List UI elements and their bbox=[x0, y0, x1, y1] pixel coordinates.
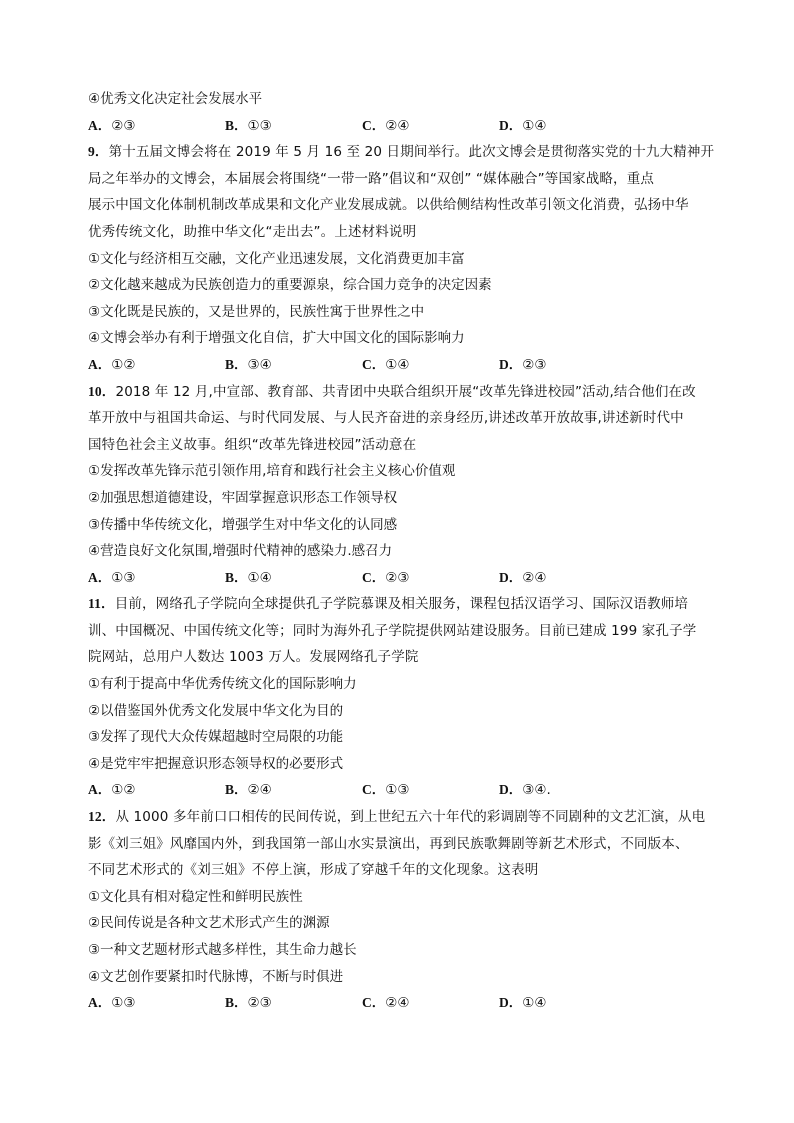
statement: ④营造良好文化氛围,增强时代精神的感染力.感召力 bbox=[88, 543, 393, 560]
option-text: ①④ bbox=[247, 569, 272, 586]
stem-text: 目前，网络孔子学院向全球提供孔子学院慕课及相关服务，课程包括汉语学习、国际汉语教师培 bbox=[114, 596, 689, 613]
statement: ③一种文艺题材形式越多样性，其生命力越长 bbox=[88, 942, 357, 958]
stem-line bbox=[88, 379, 714, 406]
stem-line: 优秀传统文化，助推中华文化“走出去”。上述材料说明 bbox=[88, 223, 417, 240]
option-letter: A． bbox=[88, 995, 112, 1011]
stem-line: 局之年举办的文博会，本届展会将围绕“一带一路”倡议和“双创” “媒体融合”等国家战略，重点 bbox=[88, 170, 655, 187]
answer-options bbox=[88, 352, 714, 379]
option-text: ①③ bbox=[247, 117, 272, 134]
question-number: 11． bbox=[88, 596, 115, 612]
option-d[interactable] bbox=[499, 565, 636, 592]
statement: ④是党牢牢把握意识形态领导权的必要形式 bbox=[88, 755, 344, 772]
question-number: 9． bbox=[88, 144, 109, 160]
option-b[interactable] bbox=[225, 777, 362, 804]
option-text: ①② bbox=[111, 356, 136, 373]
stem-text: 从 1000 多年前口口相传的民间传说，到上世纪五六十年代的彩调剧等不同剧种的文艺汇演，从电 bbox=[115, 809, 706, 826]
option-a[interactable] bbox=[88, 565, 225, 592]
option-d[interactable] bbox=[499, 113, 636, 140]
option-letter: D． bbox=[499, 356, 523, 372]
stem-line: 革开放中与祖国共命运、与时代同发展、与人民齐奋进的亲身经历,讲述改革开放故事,讲述新时代中 bbox=[88, 410, 684, 427]
exam-page bbox=[88, 86, 714, 1017]
option-text: ②④ bbox=[522, 569, 547, 586]
question-9 bbox=[88, 139, 714, 378]
option-letter: B． bbox=[225, 117, 248, 133]
question-number: 12． bbox=[88, 809, 116, 825]
option-text: ②③ bbox=[385, 569, 410, 586]
option-text: ①④ bbox=[522, 117, 547, 134]
option-a[interactable] bbox=[88, 990, 225, 1017]
stem-line: 院网站，总用户人数达 1003 万人。发展网络孔子学院 bbox=[88, 649, 419, 666]
option-a[interactable] bbox=[88, 113, 225, 140]
option-letter: B． bbox=[225, 782, 248, 798]
statement: ④文博会举办有利于增强文化自信，扩大中国文化的国际影响力 bbox=[88, 330, 465, 347]
statement: ④优秀文化决定社会发展水平 bbox=[88, 91, 263, 107]
option-letter: B． bbox=[225, 995, 248, 1011]
option-letter: C． bbox=[362, 569, 386, 585]
option-c[interactable] bbox=[362, 777, 499, 804]
statement: ③文化既是民族的，又是世界的，民族性寓于世界性之中 bbox=[88, 303, 425, 320]
option-text: ①③ bbox=[111, 995, 136, 1012]
option-letter: A． bbox=[88, 356, 112, 372]
option-text: ②③ bbox=[247, 995, 272, 1012]
answer-options bbox=[88, 777, 714, 804]
option-d[interactable] bbox=[499, 990, 636, 1017]
statement: ②文化越来越成为民族创造力的重要源泉，综合国力竞争的决定因素 bbox=[88, 277, 492, 294]
stem-line: 影《刘三姐》风靡国内外，到我国第一部山水实景演出，再到民族歌舞剧等新艺术形式，不同版本、 bbox=[88, 835, 689, 852]
question-10 bbox=[88, 379, 714, 592]
option-letter: A． bbox=[88, 782, 112, 798]
option-letter: D． bbox=[499, 995, 523, 1011]
stem-text: 2018 年 12 月,中宣部、教育部、共青团中央联合组织开展“改革先锋进校园”活动,结合他们在改 bbox=[115, 383, 696, 400]
option-b[interactable] bbox=[225, 113, 362, 140]
question-11 bbox=[88, 591, 714, 804]
option-b[interactable] bbox=[225, 990, 362, 1017]
option-c[interactable] bbox=[362, 113, 499, 140]
option-text: ②④ bbox=[385, 995, 410, 1012]
stem-line: 国特色社会主义故事。组织“改革先锋进校园”活动意在 bbox=[88, 436, 417, 453]
option-letter: C． bbox=[362, 782, 386, 798]
statement: ②以借鉴国外优秀文化发展中华文化为目的 bbox=[88, 702, 344, 719]
option-letter: A． bbox=[88, 569, 112, 585]
answer-options bbox=[88, 990, 714, 1017]
option-letter: D． bbox=[499, 117, 523, 133]
option-text: ②④ bbox=[247, 782, 272, 799]
option-c[interactable] bbox=[362, 990, 499, 1017]
stem-line: 训、中国概况、中国传统文化等；同时为海外孔子学院提供网站建设服务。目前已建成 199 家孔子学 bbox=[88, 622, 697, 639]
statement: ④文艺创作要紧扣时代脉博，不断与时俱进 bbox=[88, 968, 344, 985]
option-letter: B． bbox=[225, 356, 248, 372]
option-b[interactable] bbox=[225, 565, 362, 592]
stem-line: 不同艺术形式的《刘三姐》不停上演，形成了穿越千年的文化现象。这表明 bbox=[88, 862, 539, 879]
stem-line bbox=[88, 591, 714, 618]
question-stem bbox=[88, 804, 714, 884]
option-letter: D． bbox=[499, 569, 523, 585]
option-d[interactable] bbox=[499, 352, 636, 379]
question-stem bbox=[88, 139, 714, 245]
answer-options bbox=[88, 565, 714, 592]
option-text: ②③ bbox=[111, 117, 136, 134]
option-text: ②④ bbox=[385, 117, 410, 134]
stem-line: 展示中国文化体制机制改革成果和文化产业发展成就。以供给侧结构性改革引领文化消费，弘扬中华 bbox=[88, 197, 689, 214]
option-b[interactable] bbox=[225, 352, 362, 379]
statement: ①发挥改革先锋示范引领作用,培育和践行社会主义核心价值观 bbox=[88, 463, 456, 480]
statement: ②民间传说是各种文艺术形式产生的渊源 bbox=[88, 915, 330, 932]
statement: ②加强思想道德建设，牢固掌握意识形态工作领导权 bbox=[88, 489, 398, 506]
option-letter: C． bbox=[362, 117, 386, 133]
statement: ①文化具有相对稳定性和鲜明民族性 bbox=[88, 888, 303, 905]
stem-line bbox=[88, 804, 714, 831]
option-c[interactable] bbox=[362, 352, 499, 379]
option-text: ①④ bbox=[522, 995, 547, 1012]
statement: ①文化与经济相互交融，文化产业迅速发展，文化消费更加丰富 bbox=[88, 250, 465, 267]
question-number: 10． bbox=[88, 383, 116, 399]
option-c[interactable] bbox=[362, 565, 499, 592]
option-text: ②③ bbox=[522, 356, 547, 373]
statement: ①有利于提高中华优秀传统文化的国际影响力 bbox=[88, 676, 357, 693]
option-letter: C． bbox=[362, 995, 386, 1011]
option-text: ①④ bbox=[385, 356, 410, 373]
option-text: ③④. bbox=[522, 782, 551, 799]
stem-text: 第十五届文博会将在 2019 年 5 月 16 至 20 日期间举行。此次文博会是贯彻落实党的十九大精神开 bbox=[108, 144, 714, 161]
question-stem bbox=[88, 591, 714, 671]
question-12 bbox=[88, 804, 714, 1017]
option-text: ①③ bbox=[111, 569, 136, 586]
answer-options bbox=[88, 113, 714, 140]
statement: ③发挥了现代大众传媒超越时空局限的功能 bbox=[88, 729, 344, 746]
option-letter: D． bbox=[499, 782, 523, 798]
stem-line bbox=[88, 139, 714, 166]
statement: ③传播中华传统文化，增强学生对中华文化的认同感 bbox=[88, 516, 398, 533]
option-letter: B． bbox=[225, 569, 248, 585]
option-d[interactable] bbox=[499, 777, 636, 804]
option-letter: C． bbox=[362, 356, 386, 372]
option-text: ①③ bbox=[385, 782, 410, 799]
option-text: ③④ bbox=[247, 356, 272, 373]
option-a[interactable] bbox=[88, 352, 225, 379]
prev-question-tail bbox=[88, 86, 714, 139]
option-letter: A． bbox=[88, 117, 112, 133]
question-stem bbox=[88, 379, 714, 459]
option-a[interactable] bbox=[88, 777, 225, 804]
option-text: ①② bbox=[111, 782, 136, 799]
